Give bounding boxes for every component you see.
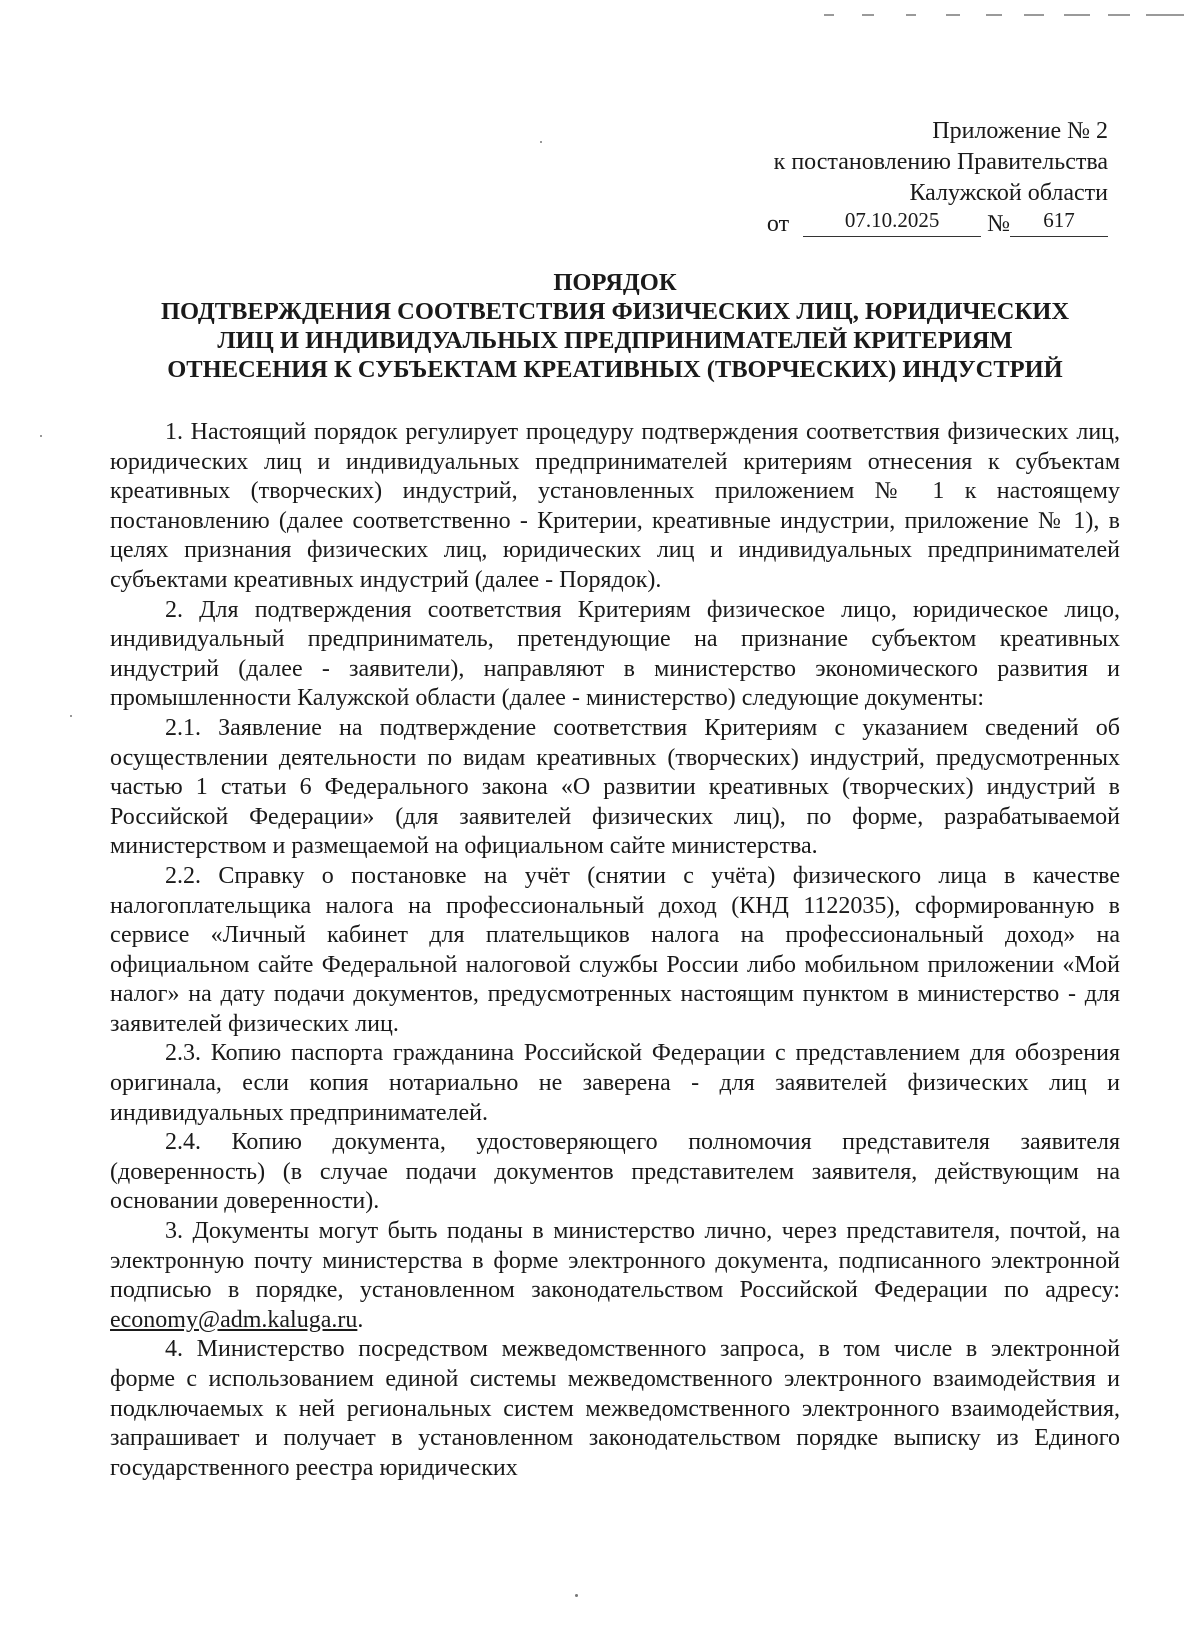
scan-artifact-dashes xyxy=(824,14,1184,18)
paragraph-2-2: 2.2. Справку о постановке на учёт (снятии с учёта) физического лица в качестве налогоплательщика налога на профессиональный доход (КНД 1122035), сформированную в сервисе «Личный кабинет для плательщиков налога на профессиональный доход» на официальном сайте Федеральной налоговой службы России либо мобильном приложении «Мой налог» на дату подачи документов, предусмотренных настоящим пунктом в министерство - для заявителей физических лиц. xyxy=(110,862,1120,1037)
scan-speck xyxy=(575,1594,578,1597)
annex-line-2: к постановлению Правительства xyxy=(773,149,1108,175)
date-prefix: от xyxy=(766,211,790,237)
paragraph-4: 4. Министерство посредством межведомственного запроса, в том числе в электронной форме с использованием единой системы межведомственного электронного взаимодействия и подключаемых к ней региональных систем межведомственного электронного взаимодействия, запрашивает и получает в установленном законодательством порядке выписку из Единого государственного реестра юридических xyxy=(110,1336,1120,1481)
paragraph-2-3: 2.3. Копию паспорта гражданина Российской Федерации с представлением для обозрения оригинала, если копия нотариально не заверена - для заявителей физических лиц и индивидуальных предпринимателей. xyxy=(110,1040,1120,1126)
title-line-2: ПОДТВЕРЖДЕНИЯ СООТВЕТСТВИЯ ФИЗИЧЕСКИХ ЛИЦ, ЮРИДИЧЕСКИХ xyxy=(160,298,1070,325)
number-field xyxy=(1010,208,1108,237)
email-link[interactable]: economy@adm.kaluga.ru xyxy=(110,1306,358,1333)
annex-header xyxy=(767,116,1108,240)
annex-line-3: Калужской области xyxy=(909,180,1108,206)
paragraph-2: 2. Для подтверждения соответствия Критериям физическое лицо, юридическое лицо, индивидуальный предприниматель, претендующие на признание субъектом креативных индустрий (далее - заявители), направляют в министерство экономического развития и промышленности Калужской области (далее - министерство) следующие документы: xyxy=(110,596,1120,712)
paragraph-3 xyxy=(110,1217,1120,1335)
scan-speck xyxy=(40,435,42,437)
annex-line-1: Приложение № 2 xyxy=(932,118,1108,144)
number-value: 617 xyxy=(1043,208,1075,232)
document-title xyxy=(110,268,1120,384)
scan-speck xyxy=(540,141,542,143)
paragraph-1: 1. Настоящий порядок регулирует процедуру подтверждения соответствия физических лиц, юридических лиц и индивидуальных предпринимателей критериям отнесения к субъектам креативных (творческих) индустрий, установленных приложением № 1 к настоящему постановлению (далее соответственно - Критерии, креативные индустрии, приложение № 1), в целях признания физических лиц, юридических лиц и индивидуальных предпринимателей субъектами креативных индустрий (далее - Порядок). xyxy=(110,419,1120,593)
paragraph-3-end: . xyxy=(357,1306,364,1333)
number-label: № xyxy=(987,211,1010,237)
document-body xyxy=(110,418,1120,1483)
paragraph-3-text: 3. Документы могут быть поданы в министерство лично, через представителя, почтой, на электронную почту министерства в форме электронного документа, подписанного электронной подписью в порядке, установленном законодательством Российской Федерации по адресу: xyxy=(110,1218,1120,1304)
scan-speck xyxy=(70,715,72,717)
paragraph-2-1: 2.1. Заявление на подтверждение соответствия Критериям с указанием сведений об осуществлении деятельности по видам креативных (творческих) индустрий, предусмотренных частью 1 статьи 6 Федерального закона «О развитии креативных (творческих) индустрий в Российской Федерации» (для заявителей физических лиц), по форме, разрабатываемой министерством и размещаемой на официальном сайте министерства. xyxy=(110,714,1120,860)
date-value: 07.10.2025 xyxy=(844,208,940,232)
paragraph-2-4: 2.4. Копию документа, удостоверяющего полномочия представителя заявителя (доверенность) (в случае подачи документов представителем заявителя, действующим на основании доверенности). xyxy=(110,1129,1120,1215)
title-line-3: ЛИЦ И ИНДИВИДУАЛЬНЫХ ПРЕДПРИНИМАТЕЛЕЙ КРИТЕРИЯМ xyxy=(217,327,1013,354)
title-line-4: ОТНЕСЕНИЯ К СУБЪЕКТАМ КРЕАТИВНЫХ (ТВОРЧЕСКИХ) ИНДУСТРИЙ xyxy=(167,356,1063,383)
annex-date-line xyxy=(767,209,1108,240)
date-field xyxy=(803,208,981,237)
title-line-1: ПОРЯДОК xyxy=(553,269,677,296)
